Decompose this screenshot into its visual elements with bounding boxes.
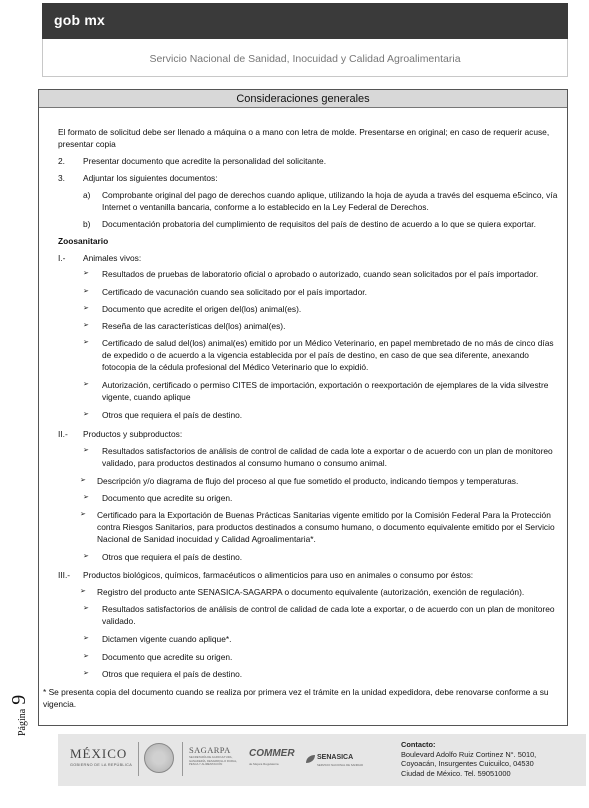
arrow-bullet-icon: ➢ [83,605,89,612]
list-item [58,172,562,184]
gob-header-bar [42,3,568,39]
bullet-item [83,668,562,680]
bullet-text: Documento que acredite su origen. [102,652,233,662]
zoosanitario-heading: Zoosanitario [58,236,109,246]
arrow-bullet-icon: ➢ [83,635,89,642]
page-number: 9 [8,694,30,705]
item-text: Presentar documento que acredite la personalidad del solicitante. [83,156,327,166]
bullet-text: Resultados de pruebas de laboratorio oficial o aprobado o autorizado, cuando sean solicitados por el país importador. [102,269,539,279]
bullet-text: Autorización, certificado o permiso CITES de importación, exportación o reexportación de ejemplares de la vida silvestre vigente, cuando aplique [102,380,549,402]
bullet-item [83,337,562,373]
bullet-text: Otros que requiera el país de destino. [102,552,243,562]
section-number: II.- [58,429,68,439]
list-item [83,189,562,213]
contact-title: Contacto: [401,740,436,749]
bullet-item [83,320,562,332]
bullet-text: Otros que requiera el país de destino. [102,669,243,679]
bullet-item [83,603,562,627]
cofemer-logo: COMMER [249,748,295,759]
section-heading [58,428,562,440]
bullet-item [83,409,562,421]
arrow-bullet-icon: ➢ [80,477,86,484]
page-word: Página [17,708,28,736]
section-heading [58,252,562,264]
item-letter: b) [83,219,91,229]
item-number: 2. [58,156,65,166]
item-text: Documentación probatoria del cumplimiento de requisitos del país de destino de acuerdo a lo que se quiera exportar. [102,219,536,229]
bullet-item [80,509,562,545]
bullet-item [83,492,562,504]
bullet-item [83,268,562,280]
divider [182,742,183,776]
contact-address-line: Boulevard Adolfo Ruiz Cortinez N°. 5010, [401,749,537,759]
arrow-bullet-icon: ➢ [83,653,89,660]
section-heading-text: Animales vivos: [83,253,142,263]
section-number: III.- [58,570,71,580]
sagarpa-logo-subtitle: SECRETARÍA DE AGRICULTURA, GANADERÍA, DESARROLLO RURAL, PESCA Y ALIMENTACIÓN [189,755,238,766]
contact-block [401,740,536,779]
arrow-bullet-icon: ➢ [83,381,89,388]
sagarpa-logo: SAGARPA [189,745,231,755]
bullet-text: Resultados satisfactorios de análisis de control de calidad de cada lote a exportar o de acuerdo con un plan de monitoreo validado, para productos destinados al consumo humano o consumo animal. [102,446,553,468]
national-seal-icon [144,743,174,773]
bullet-text: Certificado de vacunación cuando sea solicitado por el país importador. [102,287,367,297]
bullet-text: Documento que acredite su origen. [102,493,233,503]
bullet-text: Certificado de salud del(los) animal(es) emitido por un Médico Veterinario, en papel membretado de no más de cinco días de expedido o de acuerdo a la vigencia establecida por el país de destino, en caso de que sea diferente, anexando fotocopia de la cédula profesional del Médico Veterinario que lo expidió. [102,338,554,372]
intro-text: El formato de solicitud debe ser llenado a máquina o a mano con letra de molde. Presentarse en original; en caso de requerir acuse, presentar copia [58,127,550,149]
bullet-text: Otros que requiera el país de destino. [102,410,243,420]
bullet-item [83,651,562,663]
bullet-text: Registro del producto ante SENASICA-SAGARPA o documento equivalente (autorización, exención de regulación). [97,587,525,597]
bullet-item [83,445,562,469]
gobmx-logo: gob mx [54,12,105,28]
arrow-bullet-icon: ➢ [80,511,86,518]
item-text: Adjuntar los siguientes documentos: [83,173,218,183]
section-heading-text: Productos y subproductos: [83,429,183,439]
section-heading [58,569,562,581]
footer-bar [58,734,586,786]
arrow-bullet-icon: ➢ [83,447,89,454]
bullet-text: Reseña de las características del(los) animal(es). [102,321,286,331]
mexico-logo: MÉXICO [70,746,128,761]
senasica-leaf-icon [305,754,316,764]
list-item [58,155,562,167]
senasica-logo-subtitle: SERVICIO NACIONAL DE SANIDAD [317,763,364,767]
arrow-bullet-icon: ➢ [83,339,89,346]
arrow-bullet-icon: ➢ [83,494,89,501]
bullet-item [83,551,562,563]
divider [138,742,139,776]
agency-banner [42,39,568,77]
mexico-logo-subtitle: GOBIERNO DE LA REPÚBLICA [70,763,133,767]
bullet-text: Certificado para la Exportación de Buenas Prácticas Sanitarias vigente emitido por la Comisión Federal Para la Protección contra Riesgos Sanitarios, para productos destinados a consumo humano, o documento equivalente emitido por el Servicio Nacional de Sanidad inocuidad y Calidad Agroalimentaria*. [97,510,555,544]
section-number: I.- [58,253,66,263]
arrow-bullet-icon: ➢ [83,270,89,277]
arrow-bullet-icon: ➢ [83,288,89,295]
item-letter: a) [83,190,91,200]
intro-paragraph [58,126,562,150]
section-heading-text: Productos biológicos, químicos, farmacéuticos o alimenticios para uso en animales o consumo por éstos: [83,570,474,580]
senasica-logo: SENASICA [317,754,354,761]
agency-name: Servicio Nacional de Sanidad, Inocuidad y Calidad Agroalimentaria [149,53,461,65]
bullet-item [83,303,562,315]
bullet-text: Descripción y/o diagrama de flujo del proceso al que fue sometido el producto, indicando tiempos y temperaturas. [97,476,519,486]
arrow-bullet-icon: ➢ [80,588,86,595]
bullet-item [83,633,562,645]
section-title: Consideraciones generales [39,90,567,108]
contact-phone-line: Ciudad de México. Tel. 59051000 [401,769,511,779]
cofemer-logo-subtitle: de Mejora Regulatoria [249,762,279,766]
arrow-bullet-icon: ➢ [83,305,89,312]
content-box [38,89,568,726]
bullet-item [80,475,562,487]
bullet-item [83,379,562,403]
arrow-bullet-icon: ➢ [83,670,89,677]
list-item [83,218,562,230]
arrow-bullet-icon: ➢ [83,411,89,418]
bullet-item [80,586,562,598]
arrow-bullet-icon: ➢ [83,553,89,560]
item-number: 3. [58,173,65,183]
footnote [43,686,563,710]
bullet-text: Dictamen vigente cuando aplique*. [102,634,232,644]
footnote-text: * Se presenta copia del documento cuando se realiza por primera vez el trámite en la unidad expedidora, debe renovarse conforme a su vigencia. [43,687,549,709]
bullet-text: Resultados satisfactorios de análisis de control de calidad de cada lote a exportar, o de acuerdo con un plan de monitoreo validado. [102,604,555,626]
bullet-item [83,286,562,298]
item-text: Comprobante original del pago de derechos cuando aplique, utilizando la hoja de ayuda a través del esquema e5cinco, vía Internet o ventanilla bancaria, conforme a lo establecido en la Ley Federal de Derechos. [102,190,558,212]
bullet-text: Documento que acredite el origen del(los) animal(es). [102,304,302,314]
arrow-bullet-icon: ➢ [83,322,89,329]
contact-address-line: Coyoacán, Insurgentes Cuicuilco, 04530 [401,759,534,769]
